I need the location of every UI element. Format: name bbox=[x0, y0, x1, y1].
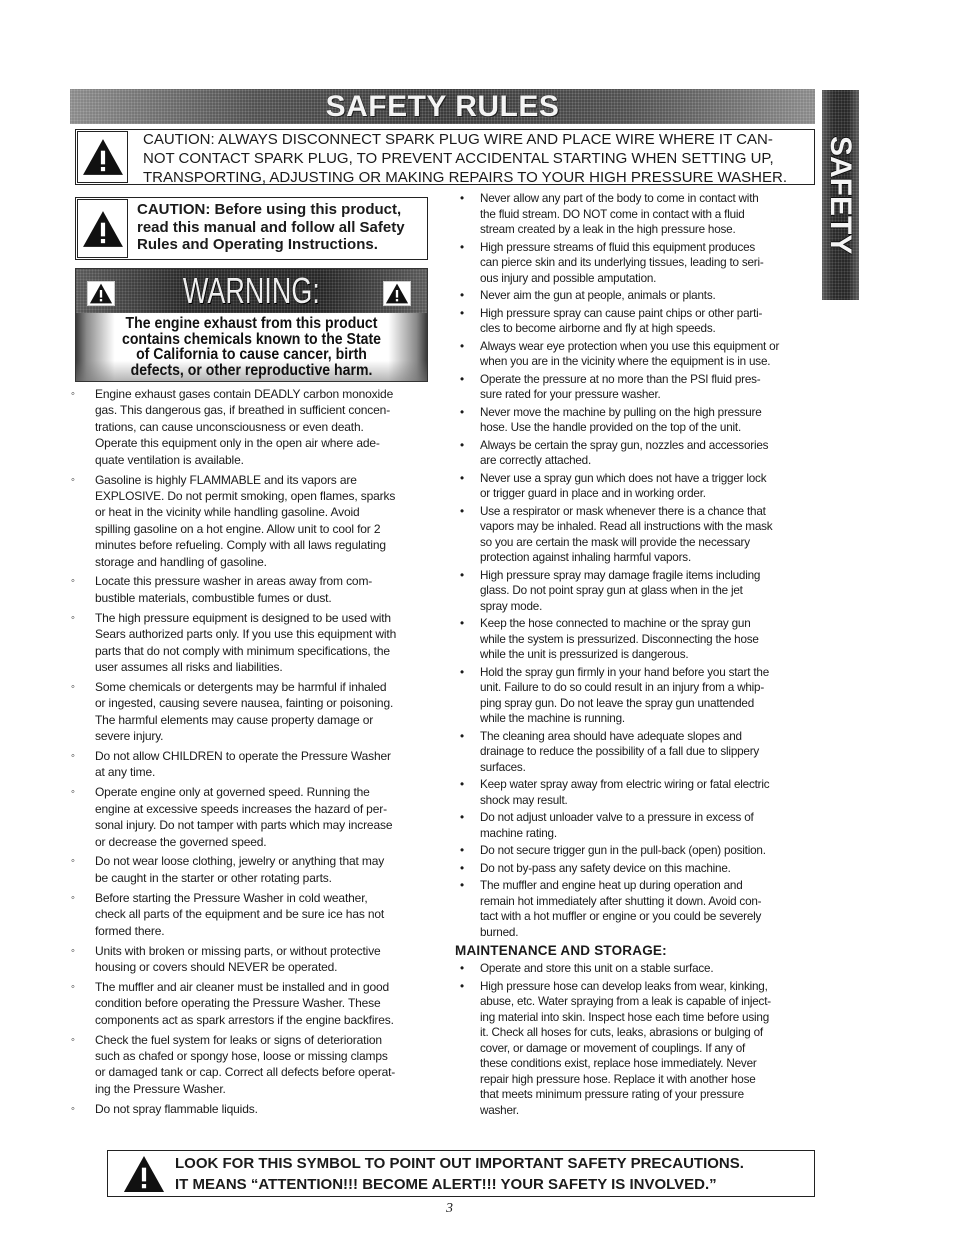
rule-item: • Never allow any part of the body to come in contact with the fluid stream. DO NOT come in contact with a fluid stream created by a leak in the high pressure hose. bbox=[455, 191, 817, 238]
top-caution-box bbox=[75, 129, 815, 185]
left-caution-text: CAUTION: Before using this product, read this manual and follow all Safety Rules and Operating Instructions. bbox=[137, 201, 405, 253]
rule-item: ◦ Locate this pressure washer in areas away from com- bustible materials, combustible fumes or dust. bbox=[70, 573, 440, 606]
maintenance-item: • Operate and store this unit on a stable surface. bbox=[455, 961, 817, 977]
rule-item: ◦ Check the fuel system for leaks or signs of deterioration such as chafed or spongy hose, loose or missing clamps or damaged tank or cap. Correct all defects before operat- ing the Pressure Washer. bbox=[70, 1032, 440, 1098]
rule-item: • Never use a spray gun which does not have a trigger lock or trigger guard in place and in working order. bbox=[455, 471, 817, 502]
right-column bbox=[455, 191, 817, 1120]
warning-body bbox=[76, 313, 427, 381]
maintenance-list bbox=[455, 961, 817, 1118]
warning-text: The engine exhaust from this product contains chemicals known to the State of California to cause cancer, birth defects, or other reproductive harm. bbox=[122, 315, 381, 379]
rule-item: • Hold the spray gun firmly in your hand before you start the unit. Failure to do so could result in an injury from a whip- ping spray gun. Do not leave the spray gun unattended while the machine is running. bbox=[455, 665, 817, 727]
rule-item: ◦ The muffler and air cleaner must be installed and in good condition before operating the Pressure Washer. These components act as spark arrestors if the engine backfires. bbox=[70, 979, 440, 1028]
rule-item: • Do not by-pass any safety device on this machine. bbox=[455, 861, 817, 877]
rule-item: • Never move the machine by pulling on the high pressure hose. Use the handle provided on the top of the unit. bbox=[455, 405, 817, 436]
warning-triangle-icon bbox=[77, 131, 128, 183]
warning-heading bbox=[76, 269, 427, 313]
banner-title: SAFETY RULES bbox=[325, 90, 560, 123]
rule-item: • High pressure streams of fluid this equipment produces can pierce skin and its underlying tissues, leading to seri- ous injury and possible amputation. bbox=[455, 240, 817, 287]
rule-item: • Keep the hose connected to machine or the spray gun while the system is pressurized. Disconnecting the hose while the unit is pressurized is dangerous. bbox=[455, 616, 817, 663]
side-tab bbox=[822, 90, 859, 300]
page-number: 3 bbox=[446, 1201, 453, 1216]
rule-item: ◦ The high pressure equipment is designed to be used with Sears authorized parts only. If you use this equipment with parts that do not comply with minimum specifications, the user assumes all risks and liabilities. bbox=[70, 610, 440, 676]
rule-item: ◦ Some chemicals or detergents may be harmful if inhaled or ingested, causing severe nausea, fainting or poisoning. The harmful elements may cause property damage or severe injury. bbox=[70, 679, 440, 745]
rule-item: • The muffler and engine heat up during operation and remain hot immediately after shutting it down. Avoid con- tact with a hot muffler or engine or you could be severely burned. bbox=[455, 878, 817, 940]
rule-item: • Do not secure trigger gun in the pull-back (open) position. bbox=[455, 843, 817, 859]
warning-banner bbox=[76, 269, 427, 313]
rule-item: ◦ Before starting the Pressure Washer in cold weather, check all parts of the equipment and be sure ice has not formed there. bbox=[70, 890, 440, 939]
rule-item: • High pressure spray can cause paint chips or other parti- cles to become airborne and fly at high speeds. bbox=[455, 306, 817, 337]
warning-triangle-icon bbox=[383, 281, 411, 306]
rule-item: ◦ Do not allow CHILDREN to operate the Pressure Washer at any time. bbox=[70, 748, 440, 781]
warning-triangle-icon bbox=[122, 1155, 166, 1193]
warning-box bbox=[75, 268, 428, 382]
rule-item: ◦ Units with broken or missing parts, or without protective housing or covers should NEVER be operated. bbox=[70, 943, 440, 976]
rule-item: • Keep water spray away from electric wiring or fatal electric shock may result. bbox=[455, 777, 817, 808]
maintenance-heading: MAINTENANCE AND STORAGE: bbox=[455, 943, 667, 958]
rule-item: • Never aim the gun at people, animals or plants. bbox=[455, 288, 817, 304]
rule-item: • Use a respirator or mask whenever there is a chance that vapors may be inhaled. Read all instructions with the mask so you are certain the mask will provide the necessary protection against inhaling harmful vapors. bbox=[455, 504, 817, 566]
left-rules-list bbox=[70, 386, 440, 1121]
rule-item: ◦ Engine exhaust gases contain DEADLY carbon monoxide gas. This dangerous gas, if breathed in sufficient concen- trations, can cause unconsciousness or even death. Operate this equipment only in the open air where ade- quate ventilation is available. bbox=[70, 386, 440, 468]
rule-item: • Do not adjust unloader valve to a pressure in excess of machine rating. bbox=[455, 810, 817, 841]
bottom-notice-text: LOOK FOR THIS SYMBOL TO POINT OUT IMPORTANT SAFETY PRECAUTIONS. IT MEANS “ATTENTION!!! BECOME ALERT!!! YOUR SAFETY IS INVOLVED.” bbox=[175, 1155, 744, 1193]
rule-item: ◦ Operate engine only at governed speed. Running the engine at excessive speeds increases the hazard of per- sonal injury. Do not tamper with parts which may increase or decrease the governed speed. bbox=[70, 784, 440, 850]
rule-item: ◦ Do not wear loose clothing, jewelry or anything that may be caught in the starter or other rotating parts. bbox=[70, 853, 440, 886]
warning-heading-text: WARNING: bbox=[183, 270, 320, 311]
rule-item: ◦ Do not spray flammable liquids. bbox=[70, 1101, 440, 1117]
right-rules-list bbox=[455, 191, 817, 940]
maintenance-item: • High pressure hose can develop leaks from wear, kinking, abuse, etc. Water spraying from a leak is capable of inject- ing material into skin. Inspect hose each time before using it. Check all hoses for cuts, leaks, abrasions or bulging of cover, or damage or movement of couplings. If any of these conditions exist, replace hose immediately. Never repair high pressure hose. Replace it with another hose that meets minimum pressure rating of your pressure washer. bbox=[455, 979, 817, 1119]
rule-item: ◦ Gasoline is highly FLAMMABLE and its vapors are EXPLOSIVE. Do not permit smoking, open flames, sparks or heat in the vicinity while handling gasoline. Avoid spilling gasoline on a hot engine. Allow unit to cool for 2 minutes before refueling. Comply with all laws regulating storage and handling of gasoline. bbox=[70, 472, 440, 570]
rule-item: • Always wear eye protection when you use this equipment or when you are in the vicinity where the equipment is in use. bbox=[455, 339, 817, 370]
rule-item: • Operate the pressure at no more than the PSI fluid pres- sure rated for your pressure washer. bbox=[455, 372, 817, 403]
side-tab-label: SAFETY bbox=[824, 136, 857, 255]
rule-item: • Always be certain the spray gun, nozzles and accessories are correctly attached. bbox=[455, 438, 817, 469]
bottom-notice-box bbox=[107, 1150, 815, 1197]
top-caution-text: CAUTION: ALWAYS DISCONNECT SPARK PLUG WIRE AND PLACE WIRE WHERE IT CAN- NOT CONTACT SPARK PLUG, TO PREVENT ACCIDENTAL STARTING WHEN SETTING UP, TRANSPORTING, ADJUSTING OR MAKING REPAIRS TO YOUR HIGH PRESSURE WASHER. bbox=[143, 131, 787, 186]
left-caution-box bbox=[75, 197, 428, 260]
warning-triangle-icon bbox=[77, 199, 128, 258]
rule-item: • The cleaning area should have adequate slopes and drainage to reduce the possibility of a fall due to slippery surfaces. bbox=[455, 729, 817, 776]
rule-item: • High pressure spray may damage fragile items including glass. Do not point spray gun at glass when in the jet spray mode. bbox=[455, 568, 817, 615]
safety-rules-banner bbox=[70, 89, 815, 124]
